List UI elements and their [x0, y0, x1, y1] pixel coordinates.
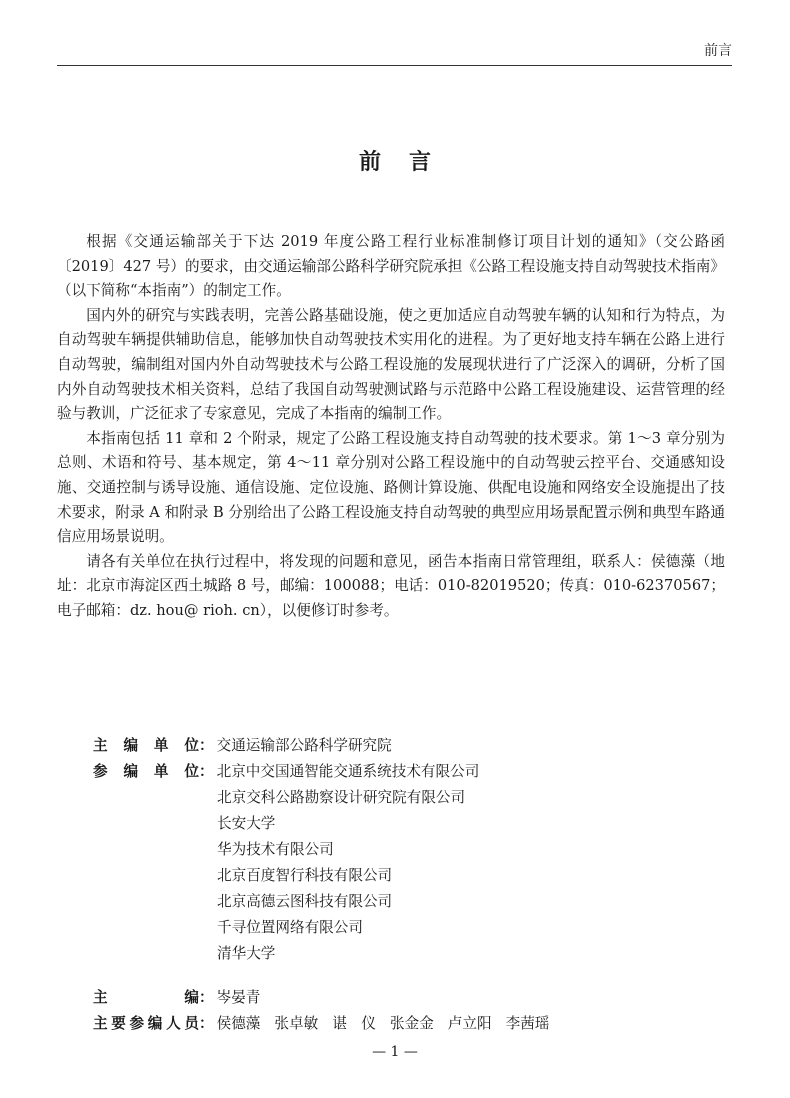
paragraph: 根据《交通运输部关于下达 2019 年度公路工程行业标准制修订项目计划的通知》（交公路函〔2019〕427 号）的要求，由交通运输部公路科学研究院承担《公路工程设施支持自动驾驶技术指南》（以下简称“本指南”）的制定工作。 [57, 233, 725, 300]
label-char: 员 [184, 1015, 199, 1032]
participating-unit: 千寻位置网络有限公司 [217, 919, 363, 936]
label-char: 主 [93, 989, 108, 1006]
label-colon: ： [199, 1015, 214, 1032]
credits-block [93, 733, 713, 1037]
chief-unit-row [93, 733, 713, 759]
label-colon: ： [199, 989, 214, 1006]
participant-name: 张金金 [390, 1015, 434, 1032]
participating-units-label [93, 759, 199, 785]
participating-unit: 北京百度智行科技有限公司 [217, 867, 393, 884]
label-char: 参 [129, 1015, 145, 1032]
main-participants-label [93, 1011, 199, 1037]
participating-units-row [93, 759, 713, 785]
label-char: 单 [153, 763, 169, 780]
participant-name: 李茜瑶 [505, 1015, 550, 1032]
participant-name: 谌 仪 [332, 1015, 376, 1032]
header-rule [57, 65, 732, 66]
chief-unit-label [93, 733, 199, 759]
label-char: 要 [111, 1015, 126, 1032]
chief-editor-row [93, 985, 713, 1011]
label-char: 人 [166, 1015, 181, 1032]
participating-unit: 北京高德云图科技有限公司 [217, 893, 393, 910]
page-number: — 1 — [372, 1044, 418, 1060]
participating-unit: 华为技术有限公司 [217, 841, 334, 858]
spacer [93, 967, 713, 985]
participant-name: 侯德藻 [216, 1015, 261, 1032]
participating-unit: 北京中交国通智能交通系统技术有限公司 [216, 763, 480, 780]
label-char: 主 [93, 737, 108, 754]
participating-unit: 长安大学 [217, 815, 276, 832]
label-char: 参 [93, 763, 108, 780]
chief-editor: 岑晏青 [216, 989, 261, 1006]
label-char: 位 [184, 763, 199, 780]
paragraph: 国内外的研究与实践表明，完善公路基础设施，使之更加适应自动驾驶车辆的认知和行为特点，为自动驾驶车辆提供辅助信息，能够加快自动驾驶技术实用化的进程。为了更好地支持车辆在公路上进行自动驾驶，编制组对国内外自动驾驶技术与公路工程设施的发展现状进行了广泛深入的调研，分析了国内外自动驾驶技术相关资料，总结了我国自动驾驶测试路与示范路中公路工程设施建设、运营管理的经验与教训，广泛征求了专家意见，完成了本指南的编制工作。 [57, 306, 725, 423]
participating-unit: 清华大学 [217, 945, 276, 962]
participant-name: 卢立阳 [447, 1015, 492, 1032]
label-colon: ： [199, 763, 214, 780]
participating-unit: 北京交科公路勘察设计研究院有限公司 [217, 789, 466, 806]
label-char: 主 [93, 1015, 108, 1032]
chief-editor-label [93, 985, 199, 1011]
chief-unit: 交通运输部公路科学研究院 [216, 737, 392, 754]
paragraph: 请各有关单位在执行过程中，将发现的问题和意见，函告本指南日常管理组，联系人：侯德藻（地址：北京市海淀区西土城路 8 号，邮编：100088；电话：010-82019520；传真：010-62370567；电子邮箱：dz. hou@ rioh. cn），以便修订时参考。 [57, 552, 725, 619]
label-char: 位 [184, 737, 199, 754]
page-title: 前言 [358, 150, 459, 175]
label-colon: ： [199, 737, 214, 754]
main-participants-row [93, 1011, 713, 1037]
label-char: 单 [153, 737, 169, 754]
label-char: 编 [184, 989, 199, 1006]
paragraph: 本指南包括 11 章和 2 个附录，规定了公路工程设施支持自动驾驶的技术要求。第 1～3 章分别为总则、术语和符号、基本规定，第 4～11 章分别对公路工程设施中的自动驾驶云控平台、交通感知设施、交通控制与诱导设施、通信设施、定位设施、路侧计算设施、供配电设施和网络安全设施提出了技术要求，附录 A 和附录 B 分别给出了公路工程设施支持自动驾驶的典型应用场景配置示例和典型车路通信应用场景说明。 [57, 429, 725, 546]
preface-body [57, 230, 725, 624]
running-header-title: 前言 [704, 43, 732, 59]
label-char: 编 [123, 737, 139, 754]
participant-name: 张卓敏 [274, 1015, 319, 1032]
label-char: 编 [123, 763, 139, 780]
label-char: 编 [147, 1015, 163, 1032]
main-participants-list [214, 1011, 550, 1037]
